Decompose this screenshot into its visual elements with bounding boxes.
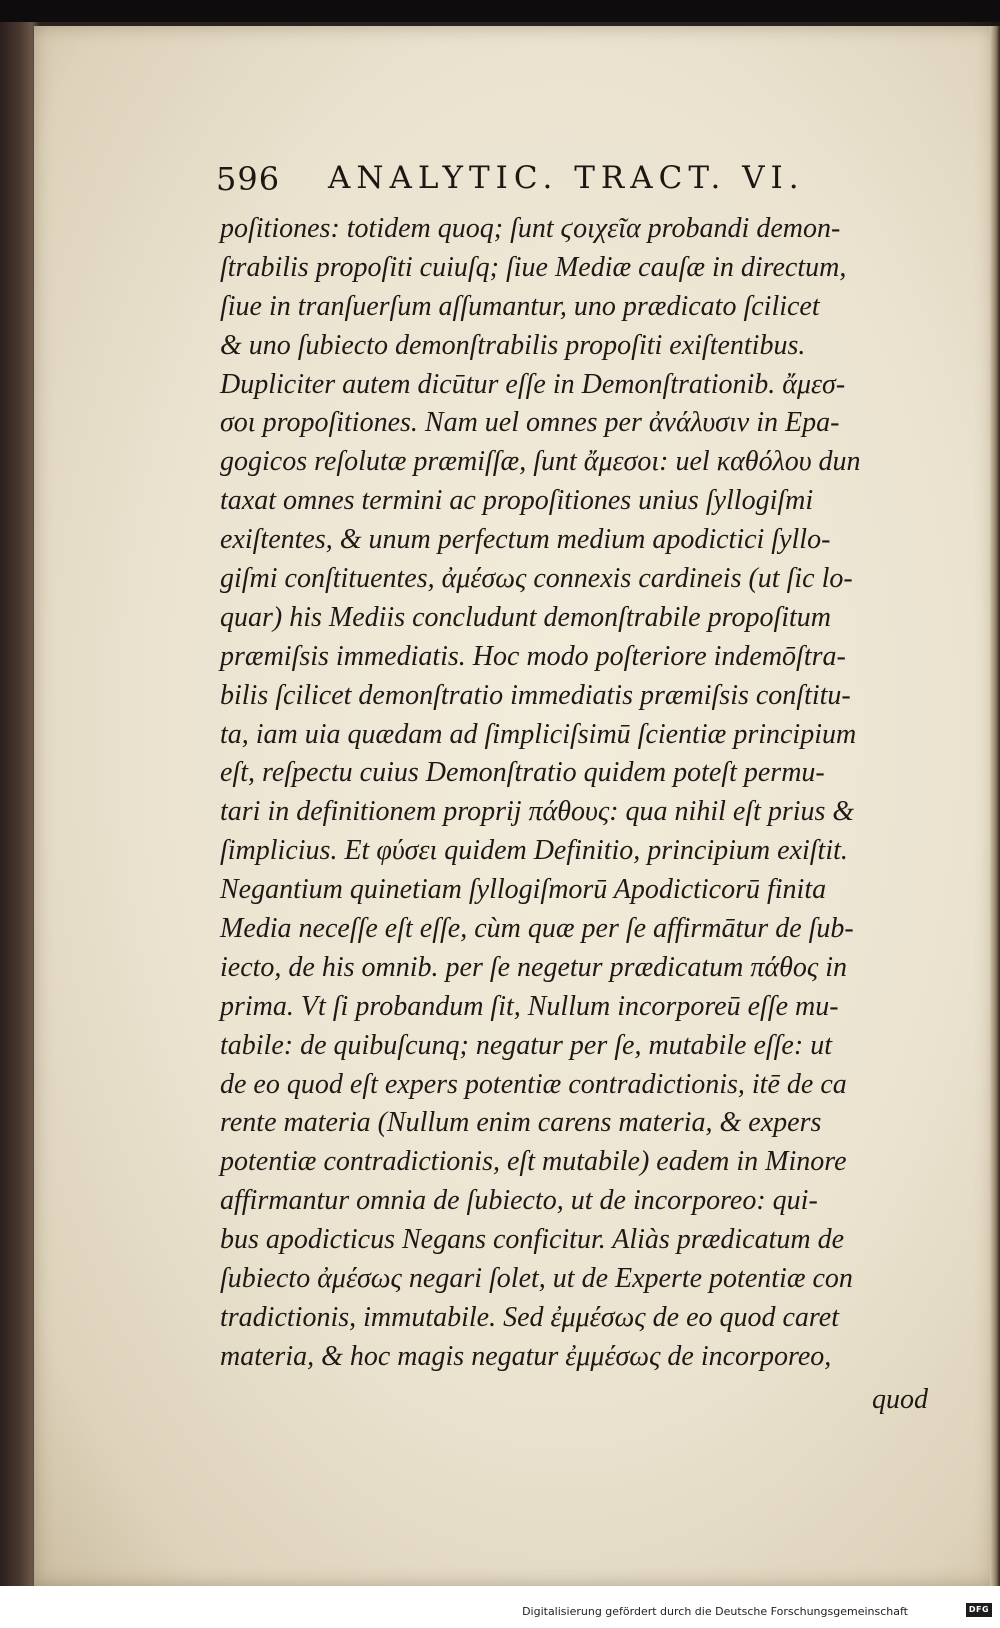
text-line: præmiſsis immediatis. Hoc modo poſteriore indemōſtra- (220, 640, 846, 672)
text-line: bilis ſcilicet demonſtratio immediatis præmiſsis conſtitu- (220, 679, 851, 711)
text-line: Dupliciter autem dicūtur eſſe in Demonſtrationib. ἄμεσ- (220, 368, 846, 400)
text-line: poſitiones: totidem quoq; ſunt ϛοιχεῖα probandi demon- (220, 213, 841, 244)
text-line: ſubiecto ἀμέσως negari ſolet, ut de Experte potentiæ con (220, 1263, 853, 1295)
text-line: materia, & hoc magis negatur ἐμμέσως de incorporeo, (220, 1340, 832, 1372)
page-number: 596 (216, 160, 281, 198)
digitization-credit: Digitalisierung gefördert durch die Deutsche Forschungsgemeinschaft (522, 1605, 908, 1618)
page-header (216, 160, 856, 206)
text-line: taxat omnes termini ac propoſitiones unius ſyllogiſmi (220, 485, 814, 517)
dfg-logo: DFG (966, 1603, 992, 1617)
text-line: de eo quod eſt expers potentiæ contradictionis, itē de ca (220, 1068, 847, 1100)
text-line: ſtrabilis propoſiti cuiuſq; ſiue Mediæ cauſæ in directum, (220, 251, 847, 283)
text-line: iecto, de his omnib. per ſe negetur prædicatum πάθος in (220, 951, 847, 983)
text-line: Media neceſſe eſt eſſe, cùm quæ per ſe affirmātur de ſub- (220, 913, 854, 945)
page-edge (990, 26, 1000, 1586)
text-line: Negantium quinetiam ſyllogiſmorū Apodicticorū finita (220, 874, 827, 906)
text-line: ſiue in tranſuerſum aſſumantur, uno prædicato ſcilicet (220, 290, 820, 322)
text-line: giſmi conſtituentes, ἀμέσως connexis cardineis (ut ſic lo- (220, 563, 853, 595)
top-dark-border (0, 0, 1000, 22)
text-line: affirmantur omnia de ſubiecto, ut de incorporeo: qui- (220, 1185, 818, 1217)
catchword: quod (872, 1384, 928, 1415)
text-line: bus apodicticus Negans conficitur. Aliàs prædicatum de (220, 1224, 845, 1256)
text-line: tabile: de quibuſcunq; negatur per ſe, mutabile eſſe: ut (220, 1029, 832, 1061)
text-line: σοι propoſitiones. Nam uel omnes per ἀνάλυσιν in Epa- (220, 407, 840, 439)
text-line: rente materia (Nullum enim carens materia, & expers (220, 1107, 822, 1139)
text-line: potentiæ contradictionis, eſt mutabile) eadem in Minore (220, 1146, 847, 1178)
text-line: tari in definitionem proprij πάθους: qua nihil eſt prius & (220, 796, 855, 828)
text-line: & uno ſubiecto demonſtrabilis propoſiti exiſtentibus. (220, 329, 806, 361)
text-line: quar) his Mediis concludunt demonſtrabile propoſitum (220, 601, 832, 633)
text-line: ta, iam uia quædam ad ſimpliciſsimū ſcientiæ principium (220, 718, 857, 750)
text-line: ſimplicius. Et φύσει quidem Definitio, principium exiſtit. (220, 835, 848, 867)
text-line: gogicos reſolutæ præmiſſæ, ſunt ἄμεσοι: uel καθόλου dun (220, 446, 861, 478)
text-line: eſt, reſpectu cuius Demonſtratio quidem poteſt permu- (220, 757, 825, 789)
text-line: exiſtentes, & unum perfectum medium apodictici ſyllo- (220, 524, 831, 556)
running-head: ANALYTIC. TRACT. VI. (328, 160, 805, 196)
text-line: tradictionis, immutabile. Sed ἐμμέσως de eo quod caret (220, 1301, 839, 1333)
text-line: prima. Vt ſi probandum ſit, Nullum incorporeū eſſe mu- (220, 990, 839, 1022)
body-text (220, 210, 940, 1377)
